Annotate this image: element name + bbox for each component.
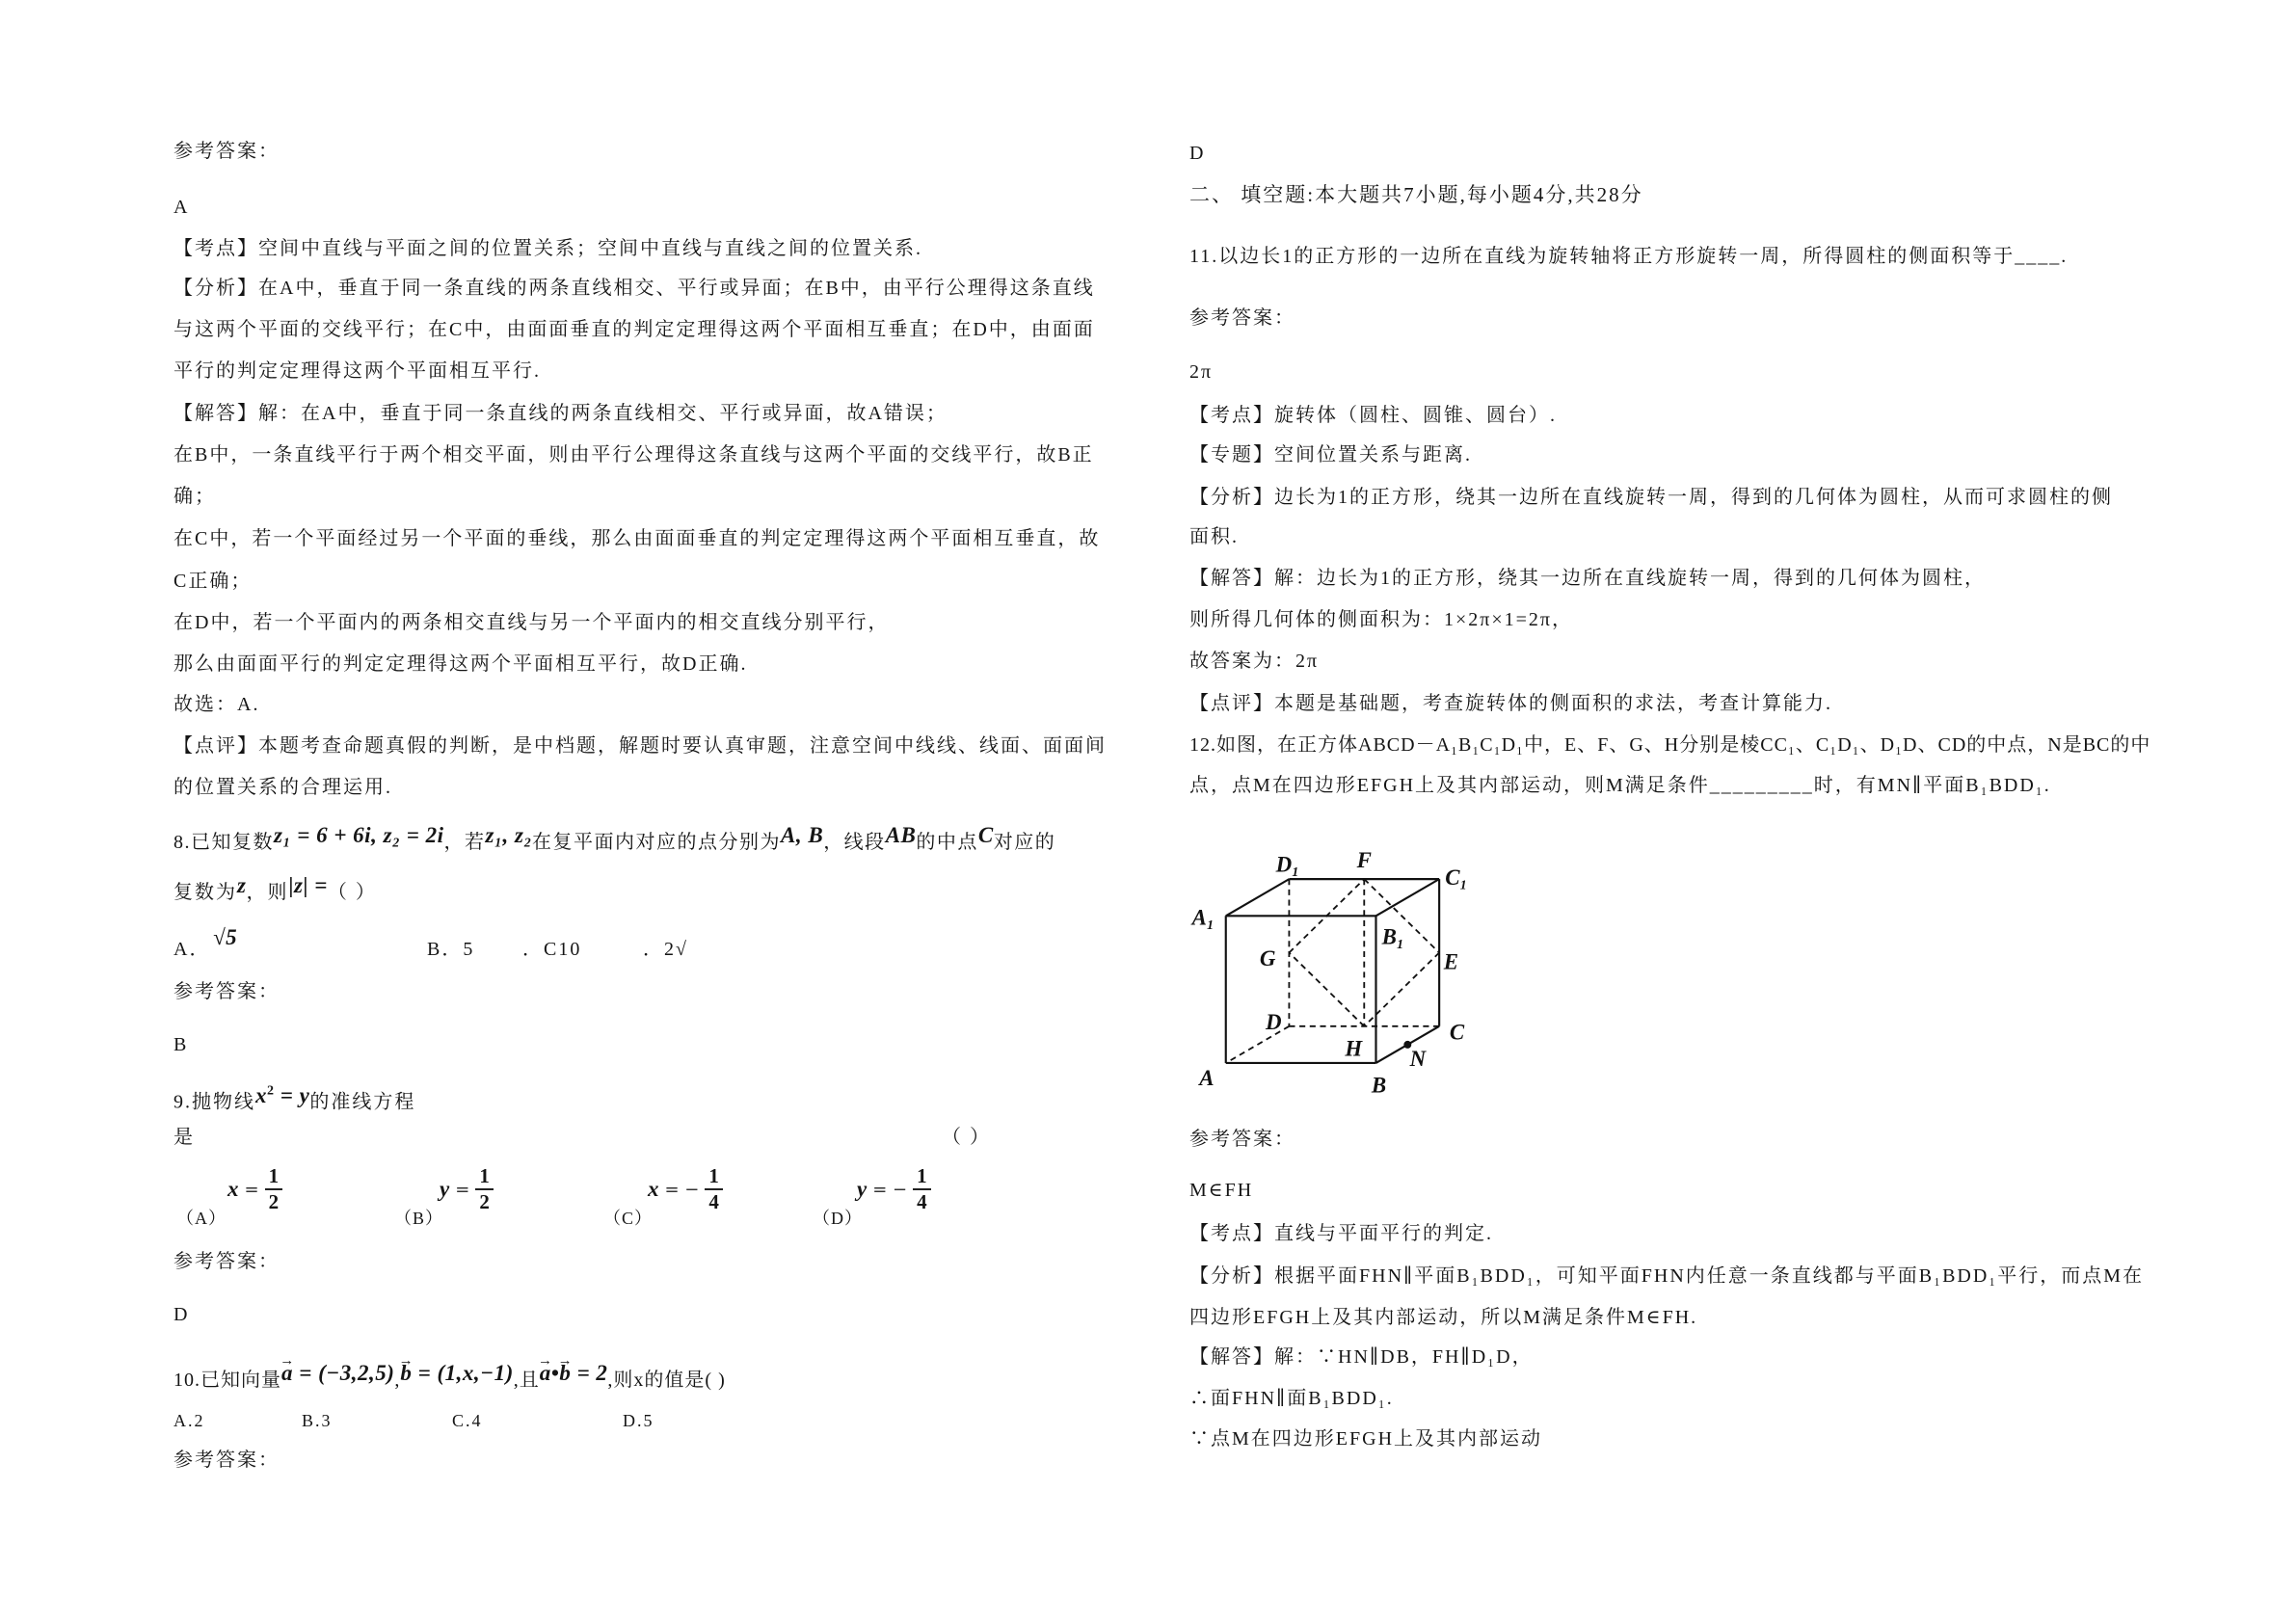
q7-answer-heading: 参考答案： xyxy=(174,141,280,162)
q7-jieda-line: 故选：A. xyxy=(174,694,260,715)
q7-fenxi-line: 与这两个平面的交线平行；在C中，由面面垂直的判定定理得这两个平面相互垂直；在D中，由面面 xyxy=(174,319,1095,340)
q8-answer-heading: 参考答案： xyxy=(174,981,280,1002)
formula-op: = xyxy=(455,1179,470,1200)
label-b: B xyxy=(1371,1073,1387,1098)
q9-stem-line xyxy=(174,1082,415,1117)
denominator: 2 xyxy=(268,1190,280,1213)
q8-text: ，线段 xyxy=(823,832,886,853)
q7-kaodian: 【考点】空间中直线与平面之间的位置关系；空间中直线与直线之间的位置关系. xyxy=(174,238,922,259)
q9-option-label: （B） xyxy=(394,1209,444,1228)
q8-text: 的中点 xyxy=(916,832,978,853)
q11-dianping: 【点评】本题是基础题，考查旋转体的侧面积的求法，考查计算能力. xyxy=(1189,693,1832,714)
q8-stem-line xyxy=(174,823,1056,857)
q8-option-c: ．C10 xyxy=(522,939,582,960)
formula-op: = − xyxy=(872,1179,908,1200)
q8-text: ，若 xyxy=(443,832,486,853)
q12-answer: M∈FH xyxy=(1189,1180,1254,1201)
q8-option-a-label: A． xyxy=(174,939,211,960)
q11-kaodian: 【考点】旋转体（圆柱、圆锥、圆台）. xyxy=(1189,405,1557,426)
q9-formula-rest: = y xyxy=(280,1082,310,1107)
q12-fenxi-line: 【分析】根据平面FHN∥平面B₁BDD₁，可知平面FHN内任意一条直线都与平面B₁BDD₁平行，而点M在 xyxy=(1189,1265,2145,1287)
q8-answer: B xyxy=(174,1034,189,1055)
vector-a-symbol: → a xyxy=(281,1359,293,1388)
q7-jieda-line: 在B中，一条直线平行于两个相交平面，则由平行公理得这条直线与这两个平面的交线平行，故B正 xyxy=(174,444,1094,466)
q9-formula xyxy=(255,1083,309,1107)
q11-jieda-line: 【解答】解：边长为1的正方形，绕其一边所在直线旋转一周，得到的几何体为圆柱， xyxy=(1189,568,1986,589)
q11-zhuanti: 【专题】空间位置关系与距离. xyxy=(1189,444,1472,466)
q10-stem-line xyxy=(174,1361,726,1395)
q12-fenxi-line: 四边形EFGH上及其内部运动，所以M满足条件M∈FH. xyxy=(1189,1307,1698,1328)
q12-kaodian: 【考点】直线与平面平行的判定. xyxy=(1189,1223,1493,1244)
edge-b1-c1 xyxy=(1375,879,1439,916)
formula-op: = − xyxy=(664,1179,700,1200)
q8-formula-segment: AB xyxy=(885,823,917,847)
q7-jieda-line: 【解答】解：在A中，垂直于同一条直线的两条直线相交、平行或异面，故A错误； xyxy=(174,403,948,424)
q7-jieda-line: 在C中，若一个平面经过另一个平面的垂线，那么由面面垂直的判定定理得这两个平面相互垂直，故 xyxy=(174,528,1101,549)
label-a1: A₁ xyxy=(1191,905,1215,930)
q11-jieda-line: 故答案为：2π xyxy=(1189,651,1320,672)
q9-suffix: 的准线方程 xyxy=(309,1091,416,1113)
q8-text: 对应的 xyxy=(993,832,1056,853)
q8-option-b: B．5 xyxy=(427,939,475,960)
q8-paren: （ ） xyxy=(327,882,377,903)
formula-lhs: x xyxy=(227,1177,239,1201)
q11-answer-heading: 参考答案： xyxy=(1189,307,1295,329)
dot-product-value: = 2 xyxy=(576,1361,608,1385)
q12-jieda-line: ∴面FHN∥面B₁BDD₁. xyxy=(1189,1388,1394,1409)
label-e: E xyxy=(1443,949,1459,974)
q12-jieda-line: ∵点M在四边形EFGH上及其内部运动 xyxy=(1189,1428,1543,1450)
fraction xyxy=(705,1164,723,1214)
label-h: H xyxy=(1345,1036,1363,1061)
q10-vector-b xyxy=(400,1361,513,1385)
q10-separator: ,且 xyxy=(513,1370,540,1391)
formula-op: = xyxy=(244,1179,259,1200)
q10-option-c: C.4 xyxy=(452,1411,483,1430)
label-c: C xyxy=(1449,1020,1465,1045)
q10-option-a: A.2 xyxy=(174,1411,205,1430)
q8-formula-midpoint: C xyxy=(977,823,994,847)
q7-jieda-line: 在D中，若一个平面内的两条相交直线与另一个平面内的相交直线分别平行， xyxy=(174,612,890,633)
q9-option-b-formula xyxy=(440,1164,494,1214)
label-f: F xyxy=(1356,847,1372,872)
q9-option-a-formula xyxy=(227,1164,282,1214)
q9-option-d-formula xyxy=(857,1164,931,1214)
q8-formula-z1-z2: z₁, z₂ xyxy=(485,823,532,847)
q9-option-label: （C） xyxy=(603,1209,654,1228)
label-d1: D₁ xyxy=(1275,852,1300,877)
vector-a-symbol: → a xyxy=(540,1359,551,1388)
q10-suffix: ,则x的值是( ) xyxy=(607,1370,726,1391)
q8-formula-z1z2: z₁ = 6 + 6i, z₂ = 2i xyxy=(274,823,444,847)
vector-b-symbol: → b xyxy=(400,1359,412,1388)
fraction xyxy=(913,1164,931,1214)
q9-answer: D xyxy=(174,1304,190,1325)
cube-figure xyxy=(1185,832,1486,1104)
section-heading: 二、 填空题:本大题共7小题,每小题4分,共28分 xyxy=(1189,183,1643,206)
label-g: G xyxy=(1259,946,1276,971)
denominator: 2 xyxy=(479,1190,490,1213)
q10-option-d: D.5 xyxy=(623,1411,654,1430)
q10-dot-product xyxy=(540,1361,608,1385)
q12-answer-heading: 参考答案： xyxy=(1189,1129,1295,1150)
numerator: 1 xyxy=(475,1164,494,1190)
numerator: 1 xyxy=(265,1164,283,1190)
q9-stem-line2: 是 xyxy=(174,1127,195,1148)
label-d: D xyxy=(1265,1009,1282,1034)
q8-option-a-value: √5 xyxy=(213,925,238,949)
q9-option-c-formula xyxy=(648,1164,723,1214)
q9-formula-exponent: 2 xyxy=(267,1083,275,1098)
q7-fenxi-line: 【分析】在A中，垂直于同一条直线的两条直线相交、平行或异面；在B中，由平行公理得这条直线 xyxy=(174,278,1095,299)
q12-stem-line: 点，点M在四边形EFGH上及其内部运动，则M满足条件_________时，有MN∥平面B₁BDD₁. xyxy=(1189,775,2051,796)
edge-a1-d1 xyxy=(1226,879,1290,916)
numerator: 1 xyxy=(705,1164,723,1190)
q7-dianping-line: 的位置关系的合理运用. xyxy=(174,777,392,798)
q9-paren: （ ） xyxy=(942,1127,991,1148)
q7-jieda-line: 确； xyxy=(174,486,216,507)
q12-jieda-line: 【解答】解：∵HN∥DB，FH∥D₁D， xyxy=(1189,1346,1534,1368)
q11-stem: 11.以边长1的正方形的一边所在直线为旋转轴将正方形旋转一周，所得圆柱的侧面积等于____. xyxy=(1189,246,2069,267)
q8-formula-modulus: |z| = xyxy=(288,873,328,897)
formula-lhs: y xyxy=(440,1177,450,1201)
q9-option-label: （A） xyxy=(176,1209,227,1228)
q7-jieda-line: 那么由面面平行的判定定理得这两个平面相互平行，故D正确. xyxy=(174,653,748,675)
q11-answer: 2π xyxy=(1189,361,1214,383)
vector-b-symbol: → b xyxy=(559,1359,571,1388)
q8-text: 在复平面内对应的点分别为 xyxy=(532,832,781,853)
label-b1: B₁ xyxy=(1381,924,1404,949)
q10-vector-a xyxy=(281,1361,394,1385)
label-a: A xyxy=(1199,1065,1215,1090)
label-n: N xyxy=(1409,1047,1427,1072)
q8-text: 复数为 xyxy=(174,882,237,903)
q7-jieda-line: C正确； xyxy=(174,571,253,592)
label-c1: C₁ xyxy=(1445,865,1468,891)
q11-fenxi-line: 面积. xyxy=(1189,526,1239,547)
q8-option-d: ．2√ xyxy=(643,939,688,960)
q9-answer-heading: 参考答案： xyxy=(174,1251,280,1272)
vector-a-value: = (−3,2,5) xyxy=(299,1361,395,1385)
q8-formula-points: A, B xyxy=(781,823,824,847)
q12-stem-line: 12.如图，在正方体ABCD－A₁B₁C₁D₁中，E、F、G、H分别是棱CC₁、C₁D₁、D₁D、CD的中点，N是BC的中 xyxy=(1189,734,2151,756)
q8-stem-line xyxy=(174,873,377,907)
q10-answer: D xyxy=(1189,143,1206,164)
formula-lhs: y xyxy=(857,1177,868,1201)
q9-formula-base: x xyxy=(255,1082,267,1107)
numerator: 1 xyxy=(913,1164,931,1190)
formula-lhs: x xyxy=(648,1177,659,1201)
q8-formula-z: z xyxy=(237,873,247,897)
q10-prefix: 10.已知向量 xyxy=(174,1370,281,1391)
q7-dianping-line: 【点评】本题考查命题真假的判断，是中档题，解题时要认真审题，注意空间中线线、线面、面面间 xyxy=(174,735,1107,757)
vector-b-value: = (1,x,−1) xyxy=(417,1361,514,1385)
q10-answer-heading: 参考答案： xyxy=(174,1450,280,1471)
q10-separator: , xyxy=(394,1370,401,1391)
q8-prefix: 8.已知复数 xyxy=(174,832,274,853)
q7-answer: A xyxy=(174,197,190,218)
fraction xyxy=(265,1164,283,1214)
q7-fenxi-line: 平行的判定定理得这两个平面相互平行. xyxy=(174,360,541,382)
denominator: 4 xyxy=(708,1190,719,1213)
q9-option-label: （D） xyxy=(813,1209,863,1228)
denominator: 4 xyxy=(917,1190,927,1213)
q9-prefix: 9.抛物线 xyxy=(174,1091,255,1113)
segment-h-g xyxy=(1289,952,1364,1025)
dot-operator: • xyxy=(550,1361,560,1385)
q11-jieda-line: 则所得几何体的侧面积为：1×2π×1=2π， xyxy=(1189,609,1574,630)
q10-option-b: B.3 xyxy=(302,1411,333,1430)
fraction xyxy=(475,1164,494,1214)
q11-fenxi-line: 【分析】边长为1的正方形，绕其一边所在直线旋转一周，得到的几何体为圆柱，从而可求圆柱的侧 xyxy=(1189,487,2113,508)
q8-text: ，则 xyxy=(246,882,289,903)
